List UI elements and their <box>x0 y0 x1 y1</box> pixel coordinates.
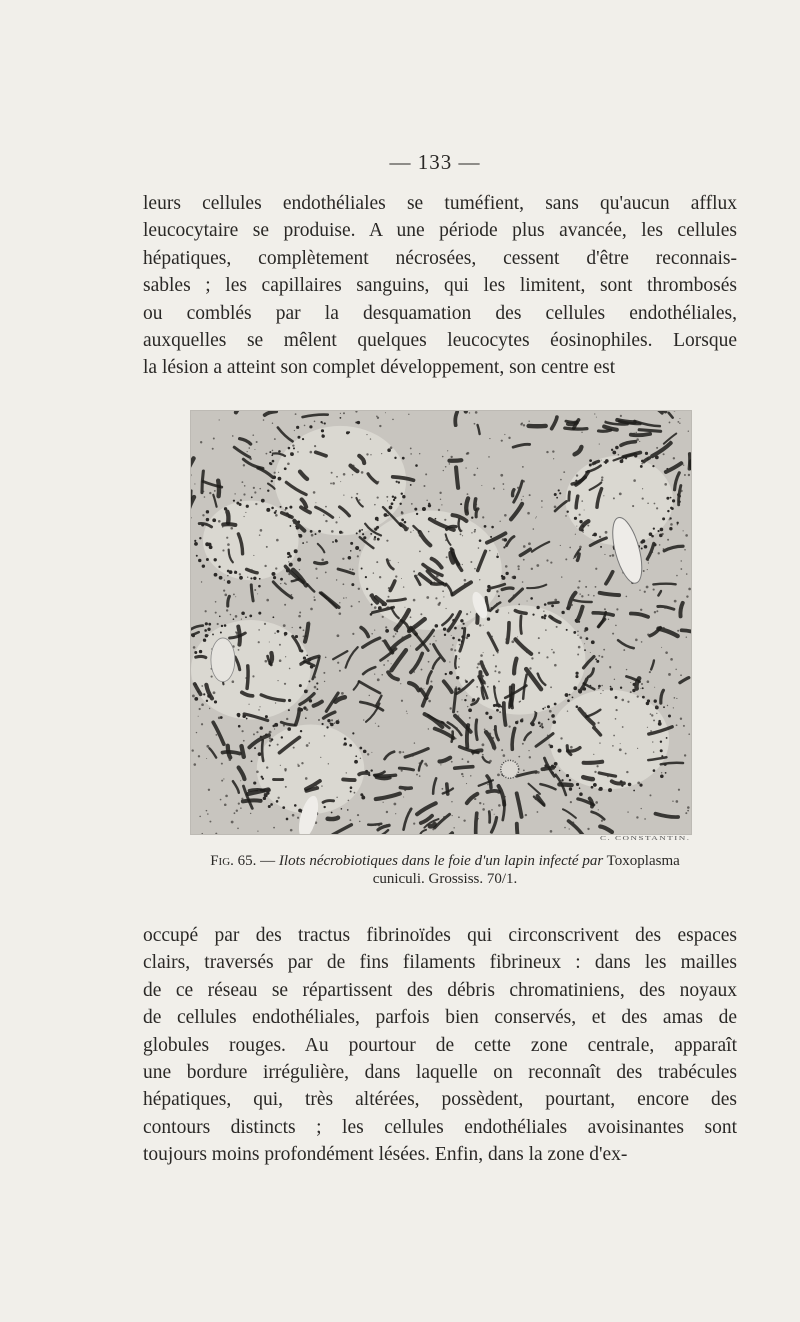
text-line: contours distincts ; les cellules endothéliales avoisinantes sont <box>143 1116 737 1138</box>
paragraph-2 <box>143 922 737 1169</box>
text-line: hépatiques, qui, très altérées, possèdent, pourtant, encore des <box>143 1089 737 1111</box>
caption-italic-text: Ilots nécrobiotiques dans le foie d'un lapin infecté par <box>278 853 604 869</box>
text-line: clairs, traversés par de fins filaments fibrineux : dans les mailles <box>143 952 737 974</box>
histology-figure <box>190 410 692 835</box>
text-line: ou comblés par la desquamation des cellules endothéliales, <box>143 302 737 324</box>
text-line: sables ; les capillaires sanguins, qui les limitent, sont thrombosés <box>143 275 737 297</box>
text-line: de cellules endothéliales, parfois bien conservés, et des amas de <box>143 1007 737 1029</box>
text-line: auxquelles se mêlent quelques leucocytes éosinophiles. Lorsque <box>143 330 737 352</box>
caption-line-2: cuniculi. Grossiss. 70/1. <box>372 871 518 887</box>
text-line: une bordure irrégulière, dans laquelle on reconnaît des trabécules <box>143 1062 737 1084</box>
figure-label: Fig. 65. <box>210 853 257 869</box>
caption-species: Toxoplasma <box>606 853 680 869</box>
text-line: globules rouges. Au pourtour de cette zone centrale, apparaît <box>143 1034 737 1056</box>
page-number: — 133 — <box>389 150 481 174</box>
text-line: hépatiques, complètement nécrosées, cessent d'être reconnais- <box>143 247 737 269</box>
artist-signature: C. CONSTANTIN. <box>600 834 691 842</box>
paragraph-1 <box>143 190 737 382</box>
text-line: de ce réseau se répartissent des débris chromatiniens, des noyaux <box>143 979 737 1001</box>
text-line: occupé par des tractus fibrinoïdes qui circonscrivent des espaces <box>143 925 737 946</box>
caption-dash: — <box>260 853 276 869</box>
text-line: toujours moins profondément lésées. Enfin, dans la zone d'ex- <box>143 1144 628 1166</box>
text-line: leucocytaire se produise. A une période plus avancée, les cellules <box>143 220 737 242</box>
liver-tissue-illustration <box>191 411 691 834</box>
text-line: la lésion a atteint son complet développement, son centre est <box>143 357 616 379</box>
text-line: leurs cellules endothéliales se tuméfient, sans qu'aucun afflux <box>143 193 737 214</box>
figure-caption <box>160 852 730 888</box>
